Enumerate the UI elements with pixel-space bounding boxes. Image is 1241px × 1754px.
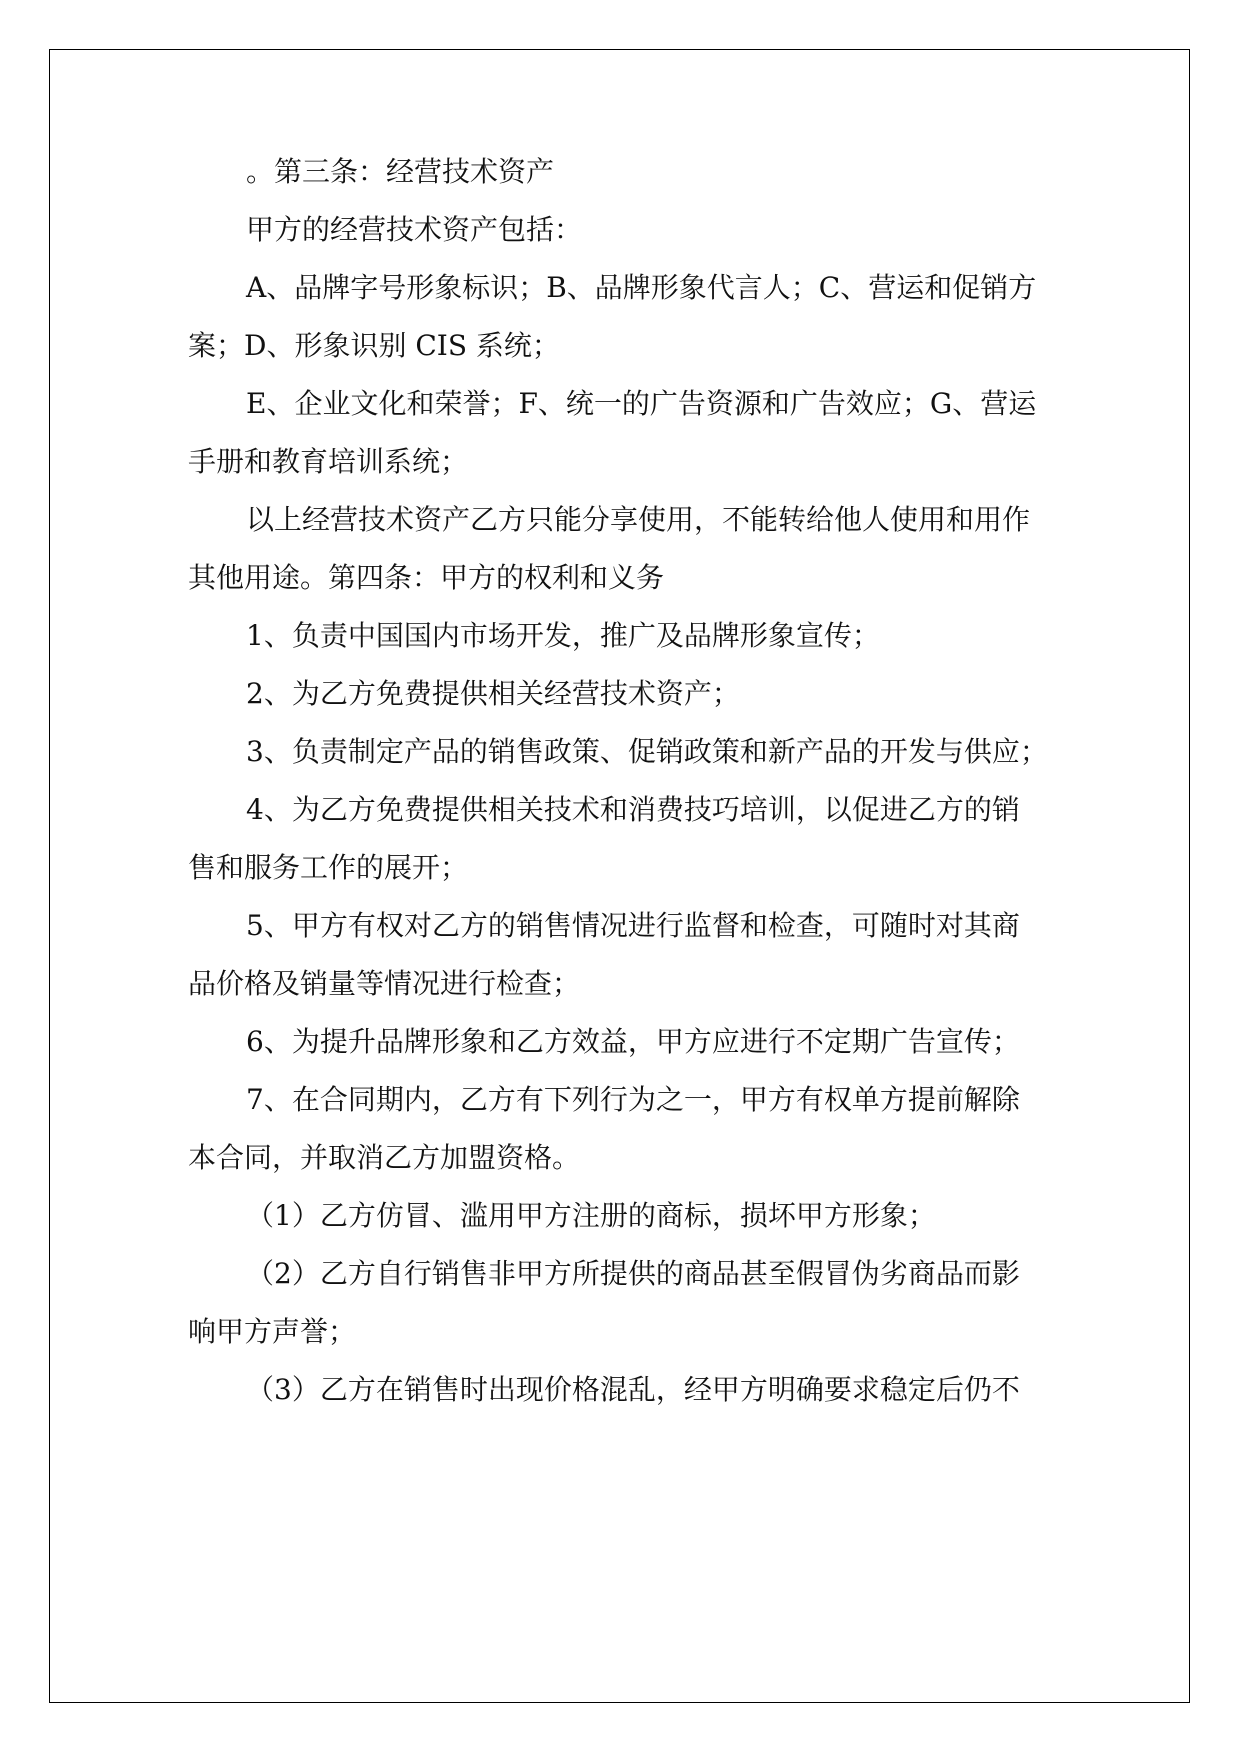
text-line: 其他用途。第四条：甲方的权利和义务 <box>188 561 665 594</box>
text-line: 3、负责制定产品的销售政策、促销政策和新产品的开发与供应； <box>246 735 1048 768</box>
text-line: 2、为乙方免费提供相关经营技术资产； <box>246 677 740 710</box>
text-line: 甲方的经营技术资产包括： <box>246 213 583 246</box>
text-line: 本合同，并取消乙方加盟资格。 <box>188 1141 581 1174</box>
text-line: 。第三条：经营技术资产 <box>246 155 555 188</box>
text-line: 4、为乙方免费提供相关技术和消费技巧培训，以促进乙方的销 <box>246 793 1020 826</box>
text-line: （1）乙方仿冒、滥用甲方注册的商标，损坏甲方形象； <box>246 1199 936 1232</box>
text-line: 手册和教育培训系统； <box>188 445 469 478</box>
text-line: 5、甲方有权对乙方的销售情况进行监督和检查，可随时对其商 <box>246 909 1020 942</box>
text-line: 6、为提升品牌形象和乙方效益，甲方应进行不定期广告宣传； <box>246 1025 1020 1058</box>
text-line: 1、负责中国国内市场开发，推广及品牌形象宣传； <box>246 619 880 652</box>
text-line: （2）乙方自行销售非甲方所提供的商品甚至假冒伪劣商品而影 <box>246 1257 1020 1290</box>
text-line: 售和服务工作的展开； <box>188 851 469 884</box>
text-line: 案；D、形象识别 CIS 系统； <box>188 329 560 362</box>
text-line: （3）乙方在销售时出现价格混乱，经甲方明确要求稳定后仍不 <box>246 1373 1020 1406</box>
text-line: 品价格及销量等情况进行检查； <box>188 967 581 1000</box>
text-line: A、品牌字号形象标识；B、品牌形象代言人；C、营运和促销方 <box>246 271 1037 304</box>
text-line: E、企业文化和荣誉；F、统一的广告资源和广告效应；G、营运 <box>246 387 1037 420</box>
text-line: 以上经营技术资产乙方只能分享使用，不能转给他人使用和用作 <box>246 503 1031 536</box>
text-line: 响甲方声誉； <box>188 1315 357 1348</box>
text-line: 7、在合同期内，乙方有下列行为之一，甲方有权单方提前解除 <box>246 1083 1020 1116</box>
